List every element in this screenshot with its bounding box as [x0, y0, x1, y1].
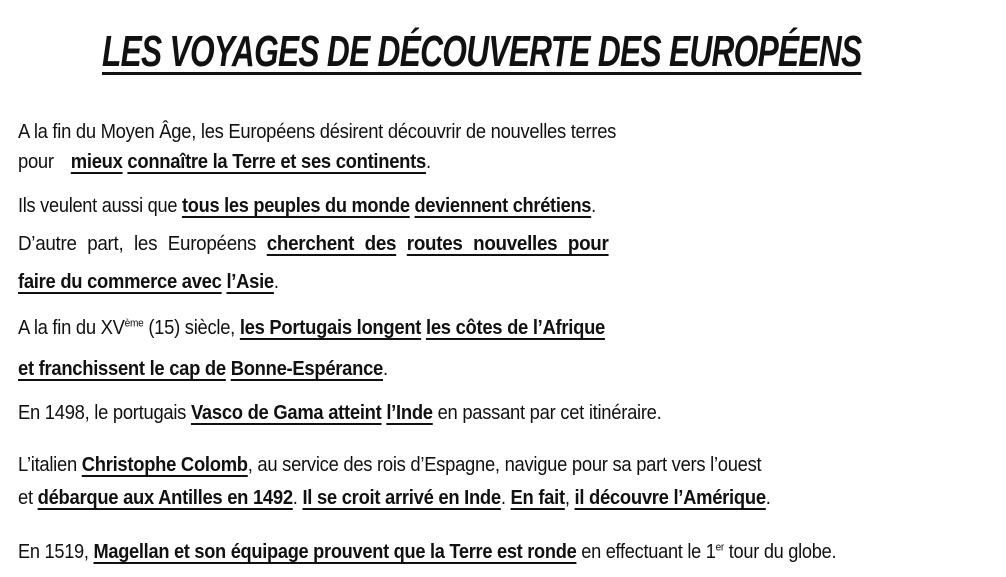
- superscript: er: [715, 541, 724, 554]
- text-segment: tour du globe.: [723, 541, 837, 563]
- underlined-phrase: Magellan et son équipage prouvent que la Terre est ronde: [93, 541, 577, 563]
- text-segment: .: [765, 487, 771, 509]
- underlined-phrase: deviennent chrétiens: [414, 195, 592, 217]
- superscript: ème: [124, 317, 144, 330]
- underlined-phrase: faire du commerce avec: [18, 271, 222, 293]
- underlined-phrase: il découvre l’Amérique: [574, 487, 766, 509]
- text-segment: et: [18, 487, 38, 509]
- text-segment: D’autre part, les Européens: [18, 233, 267, 255]
- text-line: [18, 451, 761, 479]
- underlined-phrase: Il se croit arrivé en Inde: [302, 487, 501, 509]
- underlined-phrase: Bonne-Espérance: [230, 358, 384, 380]
- text-segment: A la fin du Moyen Âge, les Européens désirent découvrir de nouvelles terres: [18, 121, 617, 143]
- underlined-phrase: l’Asie: [226, 271, 274, 293]
- underlined-phrase: cherchent des: [266, 233, 397, 255]
- underlined-phrase: l’Inde: [386, 402, 433, 424]
- underlined-phrase: et franchissent le cap de: [18, 358, 226, 380]
- text-line: [18, 192, 596, 220]
- underlined-phrase: débarque aux Antilles en 1492: [37, 487, 293, 509]
- text-line: [18, 355, 388, 383]
- text-line: [18, 538, 836, 566]
- underlined-phrase: tous les peuples du monde: [181, 195, 410, 217]
- text-line: [18, 148, 431, 176]
- underlined-phrase: routes nouvelles pour: [406, 233, 609, 255]
- underlined-phrase: connaître la Terre et ses continents: [127, 151, 426, 173]
- underlined-phrase: En fait: [510, 487, 565, 509]
- text-segment: .: [425, 151, 431, 173]
- text-segment: Ils veulent aussi que: [18, 195, 182, 217]
- underlined-phrase: mieux: [70, 151, 123, 173]
- text-segment: .: [273, 271, 279, 293]
- text-line: [18, 484, 771, 512]
- text-line: [18, 230, 609, 258]
- text-segment: , au service des rois d’Espagne, navigue pour sa part vers l’ouest: [247, 454, 762, 476]
- text-segment: en passant par cet itinéraire.: [432, 402, 662, 424]
- text-segment: L’italien: [18, 454, 82, 476]
- text-segment: En 1519,: [18, 541, 94, 563]
- text-segment: (15) siècle,: [143, 317, 240, 339]
- text-line: [18, 118, 616, 146]
- text-segment: A la fin du XV: [18, 317, 125, 339]
- page-title: LES VOYAGES DE DÉCOUVERTE DES EUROPÉENS: [102, 27, 862, 76]
- text-line: [18, 399, 661, 427]
- text-line: [18, 314, 605, 342]
- underlined-phrase: les Portugais longent: [239, 317, 422, 339]
- text-segment: .: [591, 195, 596, 217]
- text-segment: pour: [18, 151, 59, 173]
- text-segment: ,: [564, 487, 575, 509]
- underlined-phrase: Vasco de Gama atteint: [190, 402, 382, 424]
- underlined-phrase: Christophe Colomb: [81, 454, 248, 476]
- text-segment: En 1498, le portugais: [18, 402, 191, 424]
- text-segment: .: [500, 487, 511, 509]
- text-segment: .: [383, 358, 388, 380]
- underlined-phrase: les côtes de l’Afrique: [425, 317, 605, 339]
- text-segment: .: [292, 487, 303, 509]
- text-segment: en effectuant le 1: [576, 541, 716, 563]
- text-line: [18, 268, 279, 296]
